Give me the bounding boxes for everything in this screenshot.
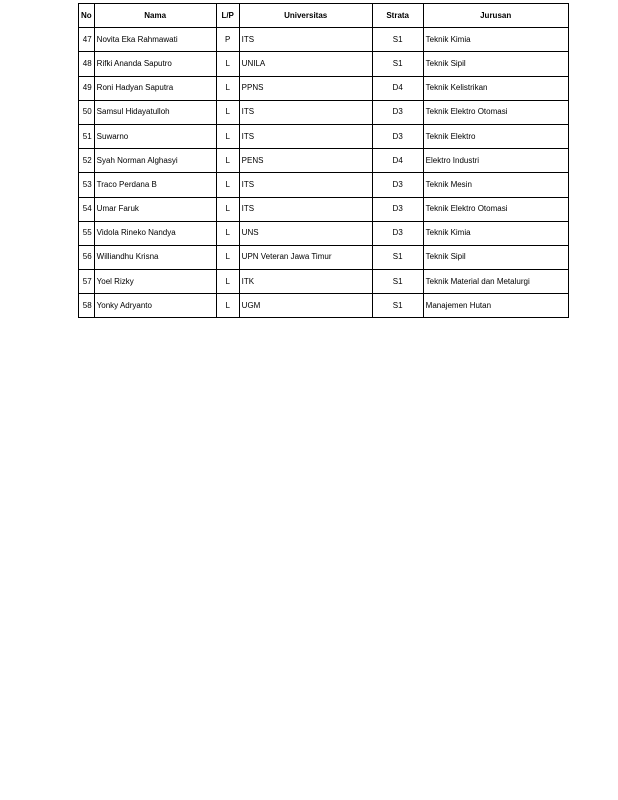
cell-strata: S1 [372, 270, 423, 294]
cell-jurusan: Teknik Kelistrikan [423, 76, 568, 100]
header-nama: Nama [94, 4, 216, 28]
cell-strata: D3 [372, 173, 423, 197]
cell-lp: L [216, 76, 239, 100]
cell-no: 47 [79, 28, 95, 52]
cell-strata: D3 [372, 100, 423, 124]
cell-universitas: PPNS [239, 76, 372, 100]
cell-no: 52 [79, 149, 95, 173]
cell-nama: Suwarno [94, 124, 216, 148]
cell-strata: D3 [372, 221, 423, 245]
cell-universitas: ITS [239, 100, 372, 124]
cell-no: 50 [79, 100, 95, 124]
roster-table [78, 3, 569, 318]
cell-nama: Umar Faruk [94, 197, 216, 221]
cell-jurusan: Teknik Elektro [423, 124, 568, 148]
cell-nama: Traco Perdana B [94, 173, 216, 197]
header-universitas: Universitas [239, 4, 372, 28]
cell-nama: Samsul Hidayatulloh [94, 100, 216, 124]
cell-jurusan: Teknik Elektro Otomasi [423, 197, 568, 221]
header-no: No [79, 4, 95, 28]
cell-jurusan: Teknik Kimia [423, 221, 568, 245]
cell-no: 55 [79, 221, 95, 245]
cell-jurusan: Teknik Material dan Metalurgi [423, 270, 568, 294]
cell-no: 58 [79, 294, 95, 318]
cell-no: 51 [79, 124, 95, 148]
cell-no: 56 [79, 245, 95, 269]
cell-nama: Yoel Rizky [94, 270, 216, 294]
cell-no: 53 [79, 173, 95, 197]
table-row [79, 149, 569, 173]
cell-lp: L [216, 100, 239, 124]
cell-nama: Yonky Adryanto [94, 294, 216, 318]
cell-no: 57 [79, 270, 95, 294]
cell-nama: Williandhu Krisna [94, 245, 216, 269]
cell-no: 48 [79, 52, 95, 76]
cell-lp: L [216, 294, 239, 318]
cell-lp: L [216, 245, 239, 269]
cell-universitas: ITS [239, 28, 372, 52]
cell-universitas: UPN Veteran Jawa Timur [239, 245, 372, 269]
cell-universitas: ITS [239, 197, 372, 221]
header-strata: Strata [372, 4, 423, 28]
cell-lp: L [216, 173, 239, 197]
cell-nama: Rifki Ananda Saputro [94, 52, 216, 76]
cell-strata: S1 [372, 28, 423, 52]
cell-strata: S1 [372, 245, 423, 269]
cell-lp: P [216, 28, 239, 52]
cell-strata: S1 [372, 52, 423, 76]
table-body [79, 28, 569, 318]
cell-universitas: UNILA [239, 52, 372, 76]
table-row [79, 173, 569, 197]
table-row [79, 100, 569, 124]
cell-nama: Vidola Rineko Nandya [94, 221, 216, 245]
cell-jurusan: Teknik Mesin [423, 173, 568, 197]
cell-universitas: ITK [239, 270, 372, 294]
table-row [79, 270, 569, 294]
header-jurusan: Jurusan [423, 4, 568, 28]
cell-jurusan: Elektro Industri [423, 149, 568, 173]
cell-lp: L [216, 149, 239, 173]
table-row [79, 221, 569, 245]
cell-universitas: UNS [239, 221, 372, 245]
cell-jurusan: Teknik Elektro Otomasi [423, 100, 568, 124]
table-row [79, 197, 569, 221]
cell-nama: Syah Norman Alghasyi [94, 149, 216, 173]
cell-strata: D3 [372, 124, 423, 148]
cell-lp: L [216, 197, 239, 221]
cell-strata: S1 [372, 294, 423, 318]
cell-universitas: ITS [239, 124, 372, 148]
cell-jurusan: Teknik Sipil [423, 52, 568, 76]
table-row [79, 28, 569, 52]
cell-jurusan: Teknik Kimia [423, 28, 568, 52]
table-row [79, 76, 569, 100]
table-row [79, 294, 569, 318]
cell-no: 49 [79, 76, 95, 100]
cell-lp: L [216, 270, 239, 294]
cell-universitas: UGM [239, 294, 372, 318]
cell-lp: L [216, 221, 239, 245]
cell-lp: L [216, 52, 239, 76]
cell-nama: Novita Eka Rahmawati [94, 28, 216, 52]
cell-jurusan: Manajemen Hutan [423, 294, 568, 318]
cell-universitas: PENS [239, 149, 372, 173]
table-row [79, 124, 569, 148]
cell-jurusan: Teknik Sipil [423, 245, 568, 269]
cell-strata: D4 [372, 76, 423, 100]
header-lp: L/P [216, 4, 239, 28]
cell-strata: D4 [372, 149, 423, 173]
cell-universitas: ITS [239, 173, 372, 197]
cell-nama: Roni Hadyan Saputra [94, 76, 216, 100]
cell-no: 54 [79, 197, 95, 221]
table-row [79, 245, 569, 269]
header-row [79, 4, 569, 28]
cell-lp: L [216, 124, 239, 148]
cell-strata: D3 [372, 197, 423, 221]
table-row [79, 52, 569, 76]
table-header [79, 4, 569, 28]
